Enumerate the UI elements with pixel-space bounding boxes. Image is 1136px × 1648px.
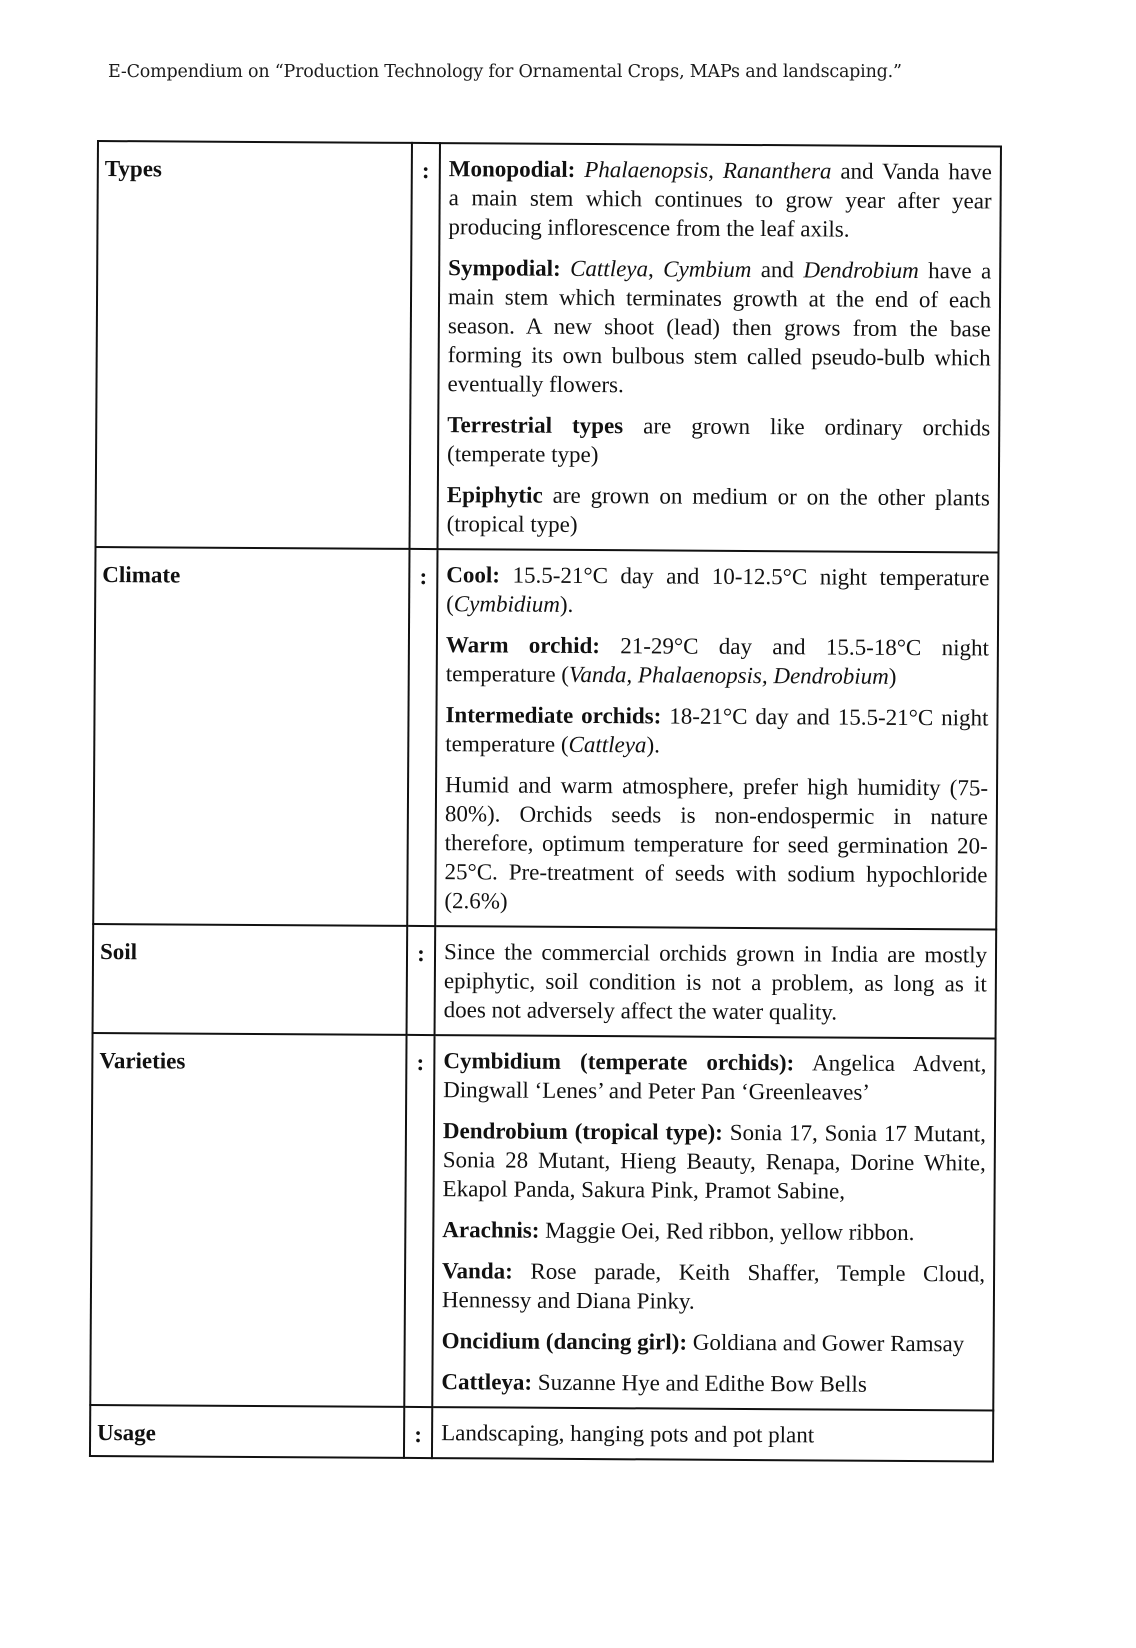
content-paragraph	[448, 154, 992, 244]
content-paragraph	[445, 700, 988, 761]
text-segment: Goldiana and Gower Ramsay	[686, 1329, 965, 1357]
text-segment	[561, 256, 571, 281]
bold-term: Terrestrial types	[447, 412, 624, 439]
text-segment: and	[751, 257, 804, 283]
text-segment: ).	[559, 591, 574, 617]
row-content	[435, 926, 997, 1038]
content-paragraph	[447, 253, 991, 401]
bold-term: Sympodial:	[448, 255, 561, 281]
content-paragraph	[441, 1367, 984, 1399]
row-separator: :	[404, 1035, 434, 1407]
row-separator: :	[407, 549, 437, 926]
italic-term: Phalaenopsis	[584, 156, 709, 183]
content-paragraph	[446, 560, 989, 621]
text-segment: Rose parade, Keith Shaffer, Temple Cloud, Hennessy and Diana Pinky.	[441, 1258, 986, 1314]
table-row-soil	[93, 924, 997, 1039]
content-paragraph	[446, 630, 989, 691]
content-paragraph	[447, 480, 990, 541]
content-paragraph	[442, 1256, 985, 1317]
content-paragraph	[442, 1215, 985, 1247]
text-segment: ,	[647, 256, 664, 282]
bold-term: Cattleya:	[441, 1369, 533, 1395]
text-segment: 21-29°C day and 15.5-18°C night temperature (	[445, 633, 990, 687]
bold-term: Dendrobium (tropical type):	[442, 1118, 723, 1145]
italic-term: Cymbidium	[453, 591, 560, 617]
content-paragraph	[447, 410, 990, 471]
text-segment: Angelica Advent, Dingwall ‘Lenes’ and Peter Pan ‘Greenleaves’	[443, 1050, 987, 1105]
italic-term: Cymbium	[663, 256, 752, 282]
bold-term: Monopodial:	[448, 156, 576, 182]
bold-term: Epiphytic	[446, 482, 543, 508]
content-paragraph	[443, 1046, 986, 1107]
italic-term: Cattleya	[568, 731, 647, 758]
text-segment: have a main stem which terminates growth at the end of each season. A new shoot (lead) then grows from the base forming its own bulbous stem called pseudo-bulb which eventually flowers.	[447, 258, 992, 398]
content-paragraph	[443, 1116, 987, 1206]
italic-term: Dendrobium	[803, 257, 919, 284]
table-row-varieties	[90, 1033, 995, 1411]
content-paragraph	[444, 770, 988, 918]
text-segment: and Vanda have a main stem which continues to grow year after year producing inflorescence from the leaf axils.	[448, 158, 992, 242]
page-header: E-Compendium on “Production Technology for Ornamental Crops, MAPs and landscaping.”	[108, 62, 902, 82]
text-segment: ,	[708, 157, 723, 183]
text-segment: Since the commercial orchids grown in India are mostly epiphytic, soil condition is not a problem, as long as it does not adversely affect the water quality.	[443, 939, 988, 1025]
italic-term: Vanda, Phalaenopsis, Dendrobium	[568, 661, 889, 689]
content-paragraph	[441, 1418, 984, 1450]
bold-term: Vanda:	[442, 1258, 513, 1284]
row-label: Varieties	[90, 1033, 406, 1407]
row-separator: :	[407, 926, 436, 1035]
table-row-types	[96, 141, 1001, 553]
italic-term: Cattleya	[570, 255, 649, 282]
orchid-info-table	[89, 140, 1002, 1463]
text-segment: Sonia 17, Sonia 17 Mutant, Sonia 28 Mutant, Hieng Beauty, Renapa, Dorine White, Ekapol Panda, Sakura Pink, Pramot Sabine,	[442, 1119, 987, 1204]
table-row-climate	[93, 547, 998, 930]
text-segment: ).	[646, 732, 660, 758]
bold-term: Oncidium (dancing girl):	[441, 1328, 688, 1355]
row-label: Types	[96, 141, 412, 549]
bold-term: Cool:	[446, 562, 501, 588]
bold-term: Cymbidium (temperate orchids):	[443, 1048, 795, 1076]
row-label: Usage	[90, 1405, 404, 1458]
row-separator: :	[410, 143, 440, 549]
bold-term: Arachnis:	[442, 1217, 540, 1243]
row-label: Climate	[93, 547, 409, 926]
text-segment: are grown like ordinary orchids (temperate type)	[447, 413, 991, 468]
italic-term: Rananthera	[722, 157, 832, 184]
row-label: Soil	[93, 924, 408, 1035]
text-segment: Landscaping, hanging pots and pot plant	[441, 1420, 815, 1448]
bold-term: Warm orchid:	[445, 632, 601, 659]
row-content	[435, 549, 998, 929]
text-segment: are grown on medium or on the other plants (tropical type)	[446, 482, 990, 537]
row-content	[432, 1407, 993, 1461]
text-segment: )	[888, 663, 897, 689]
row-content	[438, 143, 1001, 552]
text-segment: Suzanne Hye and Edithe Bow Bells	[532, 1369, 867, 1397]
row-separator: :	[404, 1407, 432, 1458]
content-paragraph	[444, 937, 988, 1027]
row-content	[432, 1035, 995, 1410]
text-segment: Humid and warm atmosphere, prefer high humidity (75-80%). Orchids seeds is non-endospermic in nature therefore, optimum temperature for seed germination 20-25°C. Pre-treatment of seeds with sodium hypochloride (2.6%)	[444, 772, 989, 914]
content-paragraph	[442, 1326, 985, 1358]
text-segment: 18-21°C day and 15.5-21°C night temperature (	[445, 703, 989, 757]
text-segment: Maggie Oei, Red ribbon, yellow ribbon.	[539, 1217, 915, 1246]
bold-term: Intermediate orchids:	[445, 702, 662, 729]
table-row-usage	[90, 1405, 993, 1462]
text-segment: 15.5-21°C day and 10-12.5°C night temperature (	[446, 562, 990, 617]
